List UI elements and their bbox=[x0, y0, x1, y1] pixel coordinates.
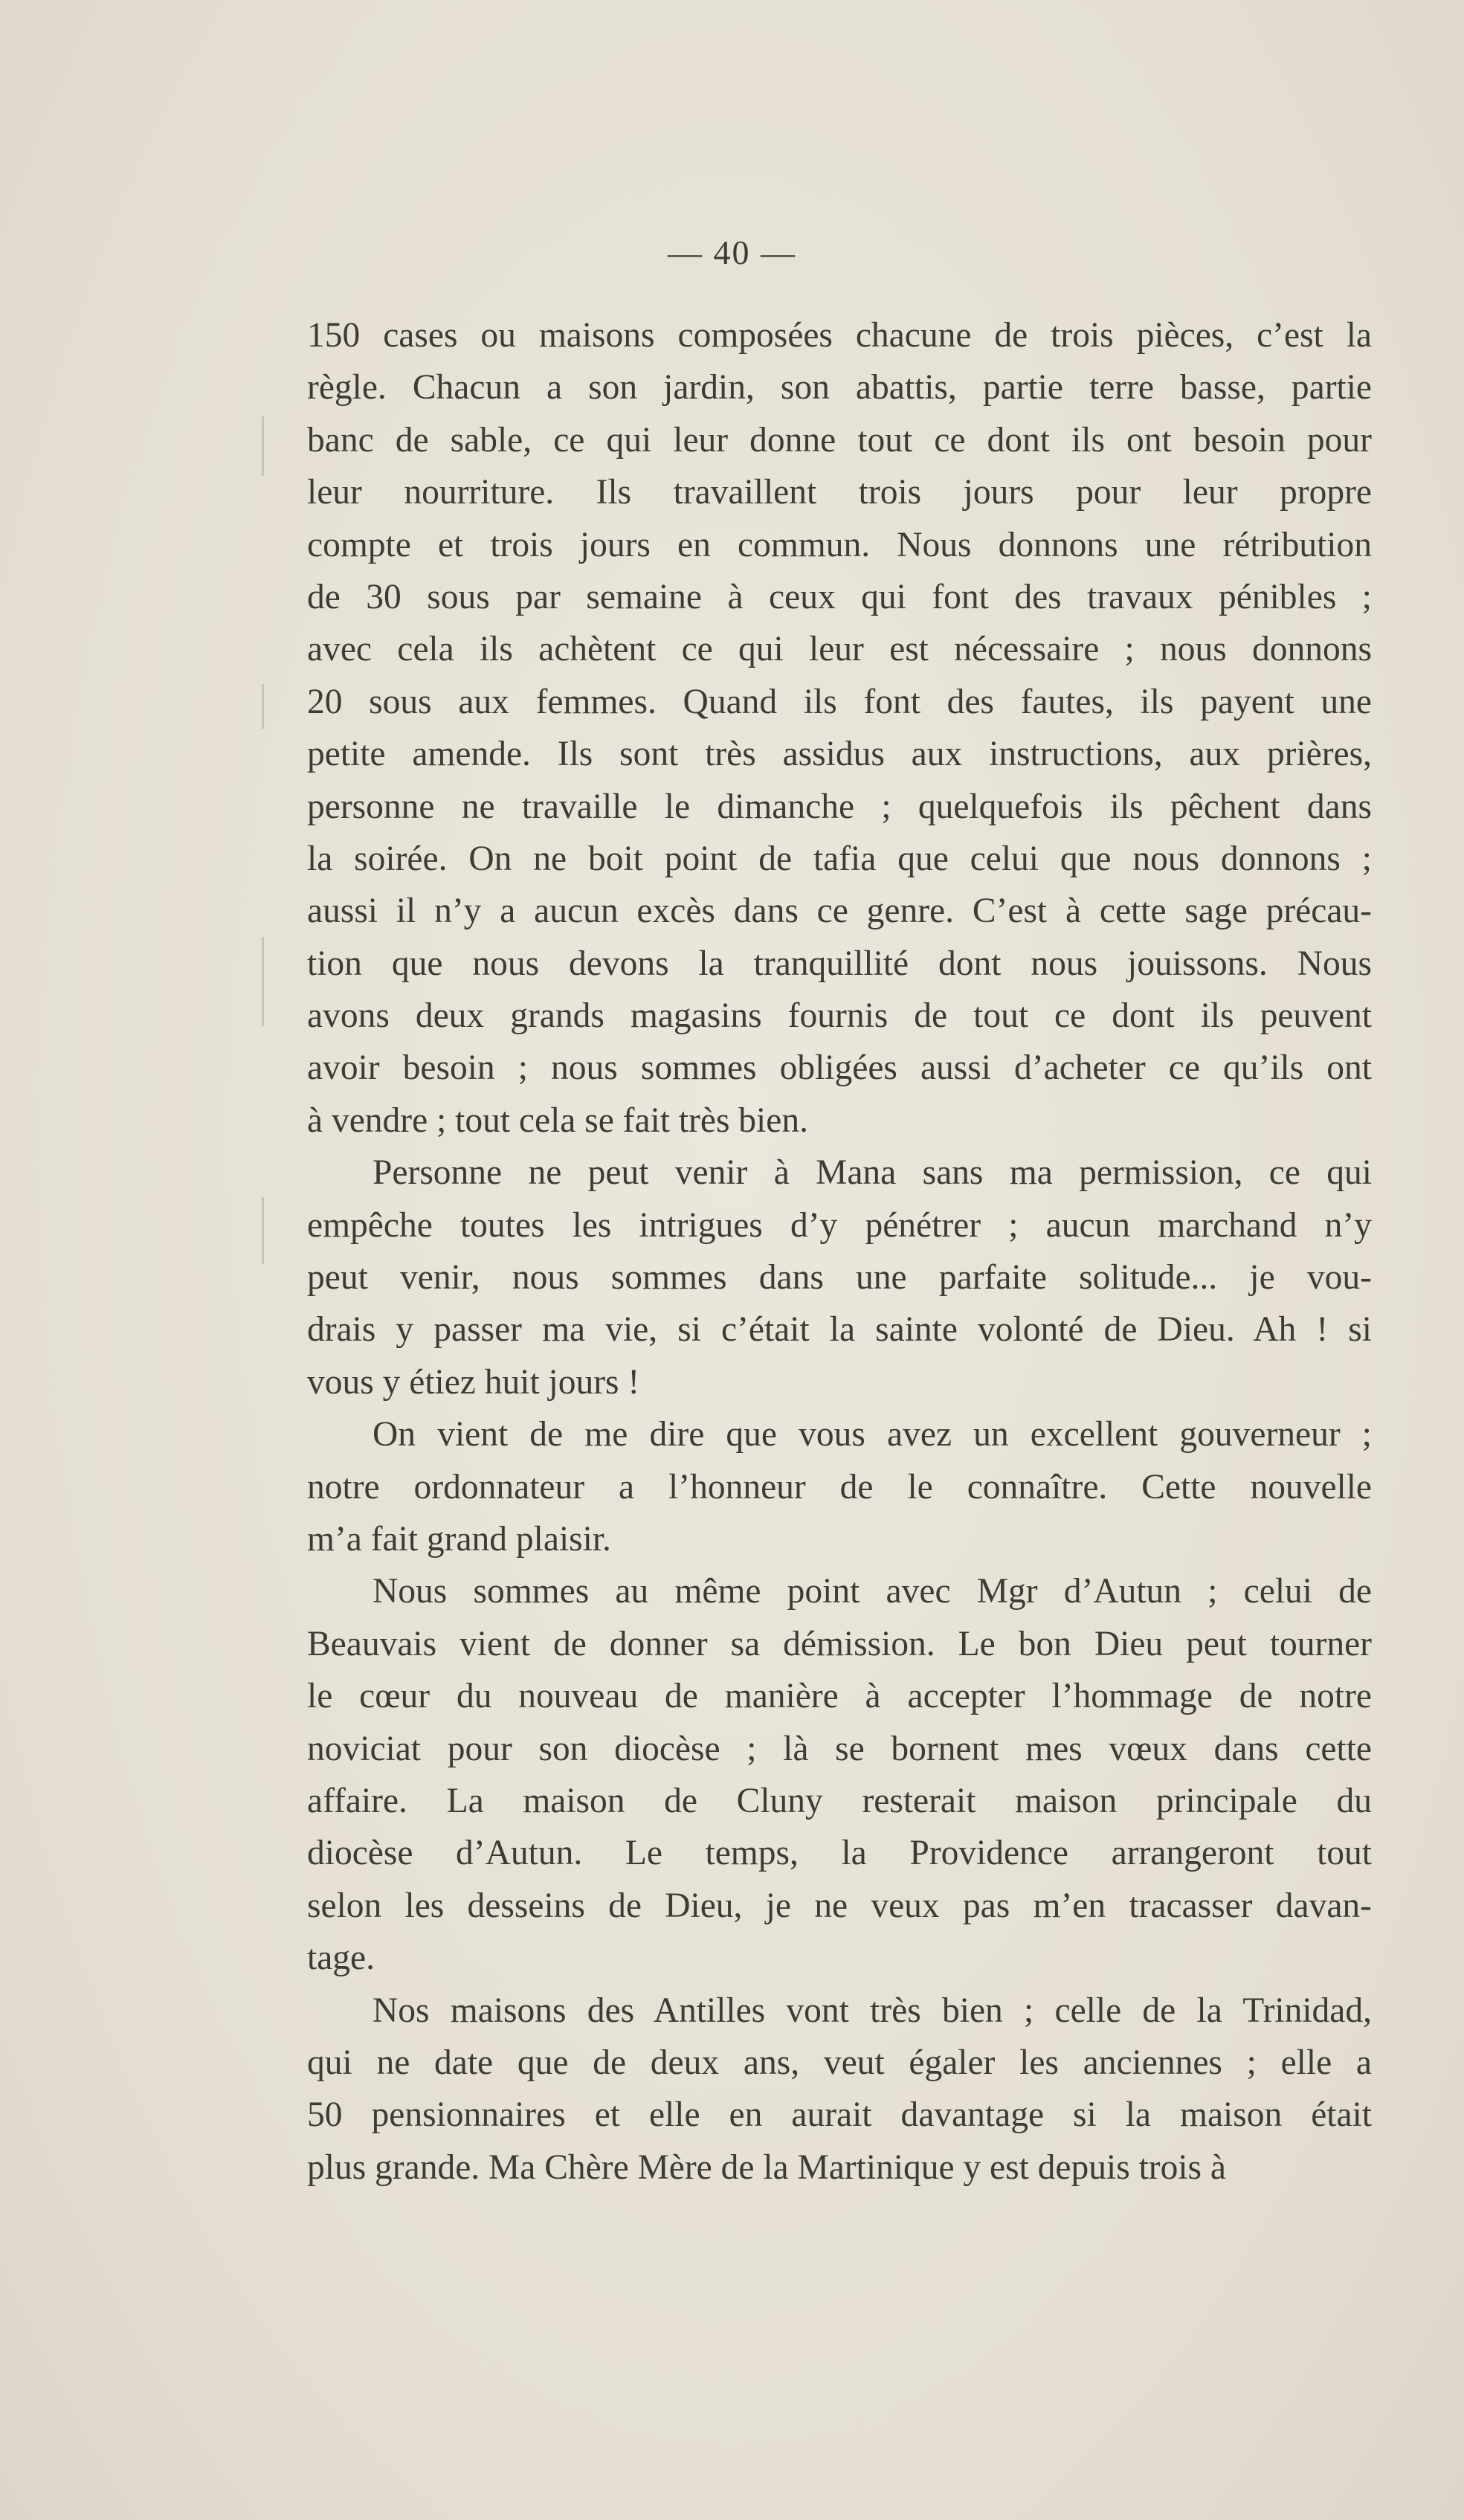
text-line: noviciat pour son diocèse ; là se bornent mes vœux dans cette bbox=[307, 1729, 1372, 1768]
margin-mark bbox=[262, 937, 264, 1026]
margin-mark bbox=[262, 416, 264, 476]
text-line: avoir besoin ; nous sommes obligées aussi d’acheter ce qu’ils ont bbox=[307, 1048, 1372, 1088]
text-line: leur nourriture. Ils travaillent trois jours pour leur propre bbox=[307, 473, 1372, 512]
text-line: compte et trois jours en commun. Nous donnons une rétribution bbox=[307, 525, 1372, 564]
text-line: tion que nous devons la tranquillité dont nous jouissons. Nous bbox=[307, 944, 1372, 983]
text-line: affaire. La maison de Cluny resterait maison principale du bbox=[307, 1781, 1372, 1820]
text-line: à vendre ; tout cela se fait très bien. bbox=[307, 1101, 808, 1140]
text-line: personne ne travaille le dimanche ; quelquefois ils pêchent dans bbox=[307, 787, 1372, 826]
body-text bbox=[307, 309, 1372, 2194]
text-line: 150 cases ou maisons composées chacune de trois pièces, c’est la bbox=[307, 316, 1372, 355]
text-line: la soirée. On ne boit point de tafia que celui que nous donnons ; bbox=[307, 839, 1372, 878]
paragraph bbox=[307, 1408, 1372, 1565]
text-line: qui ne date que de deux ans, veut égaler les anciennes ; elle a bbox=[307, 2043, 1372, 2082]
paragraph bbox=[307, 1565, 1372, 1984]
text-line: banc de sable, ce qui leur donne tout ce dont ils ont besoin pour bbox=[307, 420, 1372, 460]
text-line: Beauvais vient de donner sa démission. Le bon Dieu peut tourner bbox=[307, 1624, 1372, 1663]
text-line: 20 sous aux femmes. Quand ils font des fautes, ils payent une bbox=[307, 682, 1372, 721]
text-line: Personne ne peut venir à Mana sans ma permission, ce qui bbox=[373, 1153, 1372, 1193]
text-line: selon les desseins de Dieu, je ne veux pas m’en tracasser davan- bbox=[307, 1886, 1372, 1925]
margin-mark bbox=[262, 1197, 264, 1264]
margin-mark bbox=[262, 684, 264, 729]
text-line: On vient de me dire que vous avez un excellent gouverneur ; bbox=[373, 1415, 1372, 1454]
text-line: Nos maisons des Antilles vont très bien ; celle de la Trinidad, bbox=[373, 1991, 1372, 2030]
text-line: le cœur du nouveau de manière à accepter l’hommage de notre bbox=[307, 1677, 1372, 1716]
text-line: règle. Chacun a son jardin, son abattis, partie terre basse, partie bbox=[307, 368, 1372, 407]
text-line: avons deux grands magasins fournis de tout ce dont ils peuvent bbox=[307, 996, 1372, 1036]
text-line: drais y passer ma vie, si c’était la sainte volonté de Dieu. Ah ! si bbox=[307, 1310, 1372, 1350]
text-line: notre ordonnateur a l’honneur de le connaître. Cette nouvelle bbox=[307, 1467, 1372, 1506]
text-line: vous y étiez huit jours ! bbox=[307, 1362, 640, 1402]
text-line: peut venir, nous sommes dans une parfaite solitude... je vou- bbox=[307, 1258, 1372, 1298]
text-line: diocèse d’Autun. Le temps, la Providence arrangeront tout bbox=[307, 1834, 1372, 1873]
text-line: de 30 sous par semaine à ceux qui font des travaux pénibles ; bbox=[307, 577, 1372, 616]
text-line: m’a fait grand plaisir. bbox=[307, 1519, 611, 1559]
paragraph bbox=[307, 309, 1372, 1147]
text-line: 50 pensionnaires et elle en aurait davantage si la maison était bbox=[307, 2095, 1372, 2135]
text-line: aussi il n’y a aucun excès dans ce genre. C’est à cette sage précau- bbox=[307, 892, 1372, 931]
text-line: Nous sommes au même point avec Mgr d’Autun ; celui de bbox=[373, 1572, 1372, 1611]
text-line: plus grande. Ma Chère Mère de la Martinique y est depuis trois à bbox=[307, 2147, 1226, 2187]
text-line: petite amende. Ils sont très assidus aux instructions, aux prières, bbox=[307, 735, 1372, 774]
paragraph bbox=[307, 1985, 1372, 2194]
text-line: empêche toutes les intrigues d’y pénétrer ; aucun marchand n’y bbox=[307, 1205, 1372, 1245]
text-line: avec cela ils achètent ce qui leur est nécessaire ; nous donnons bbox=[307, 630, 1372, 669]
text-line: tage. bbox=[307, 1939, 375, 1978]
page-number: — 40 — bbox=[668, 233, 796, 271]
paragraph bbox=[307, 1147, 1372, 1408]
